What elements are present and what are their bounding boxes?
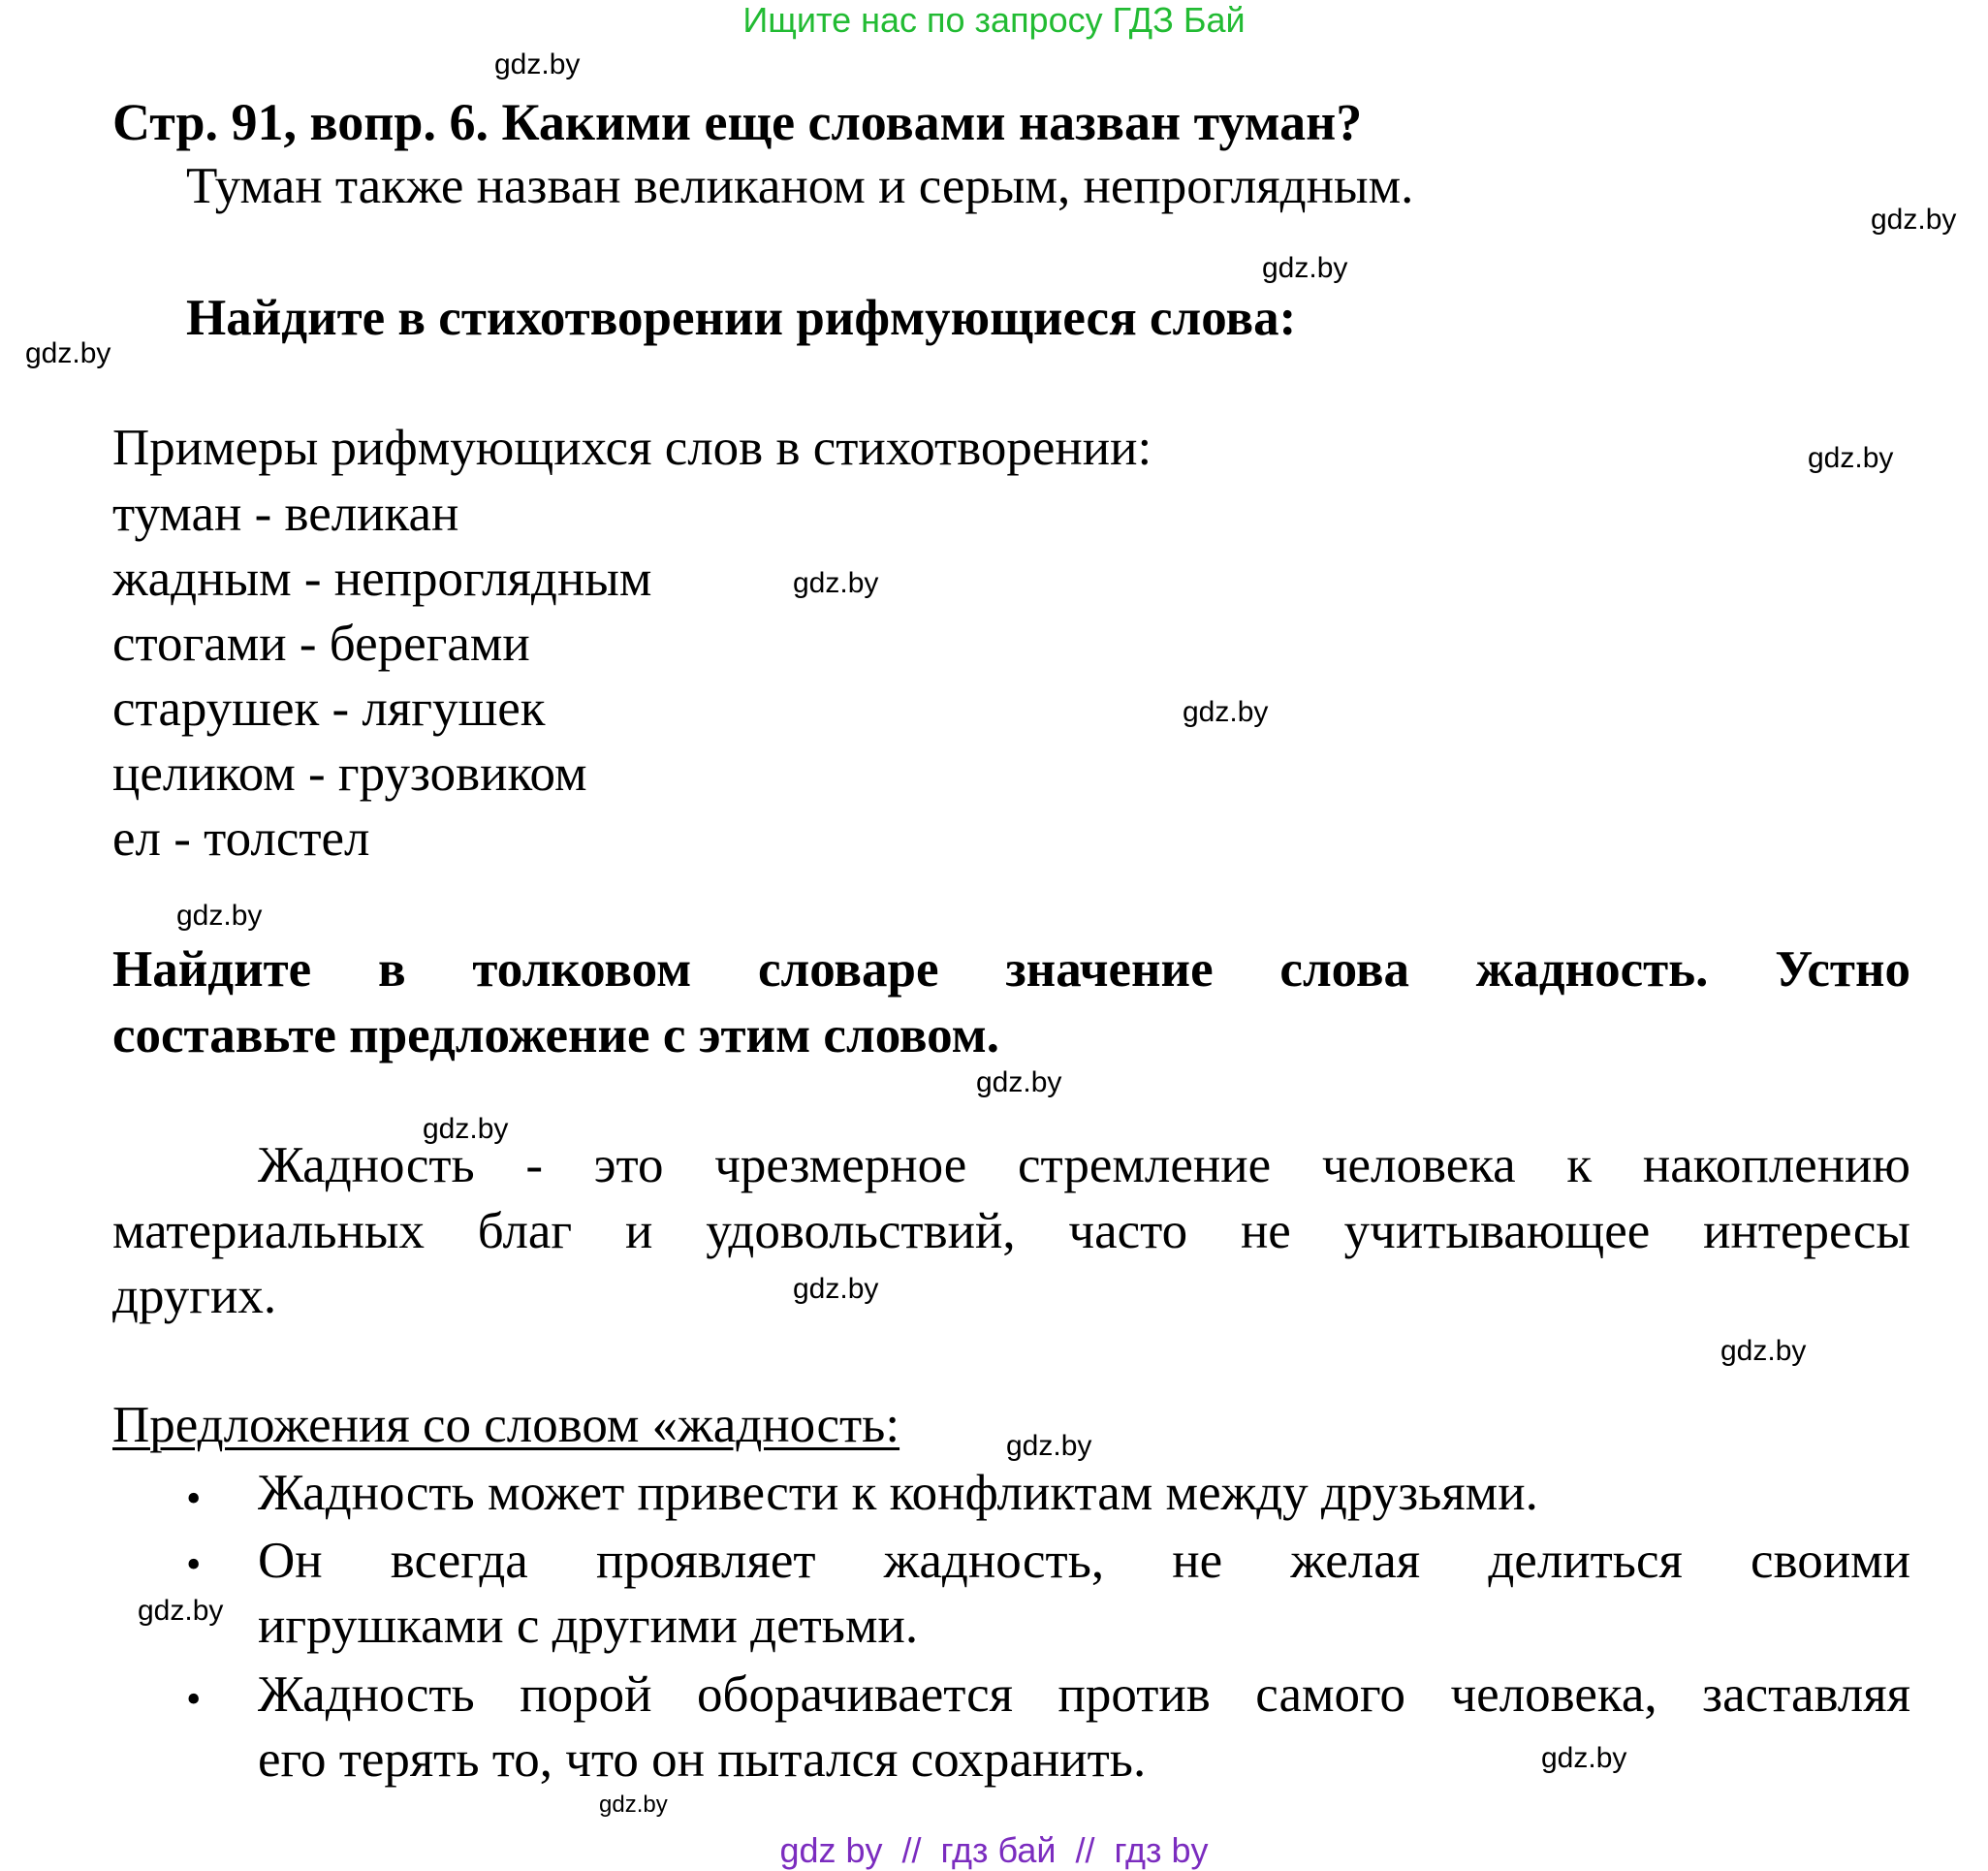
question-title: Стр. 91, вопр. 6. Какими еще словами назван туман? <box>112 93 1363 151</box>
definition-line3: других. <box>112 1268 277 1324</box>
watermark: gdz.by <box>423 1113 509 1145</box>
answer-text: Туман также назван великаном и серым, непроглядным. <box>186 158 1414 214</box>
rhyme-pair: ел - толстел <box>112 810 370 867</box>
watermark: gdz.by <box>25 337 111 369</box>
dictionary-heading-line1: Найдите в толковом словаре значение слова жадность. Устно <box>112 941 1910 998</box>
rhymes-intro: Примеры рифмующихся слов в стихотворении: <box>112 420 1152 476</box>
rhyme-pair: целиком - грузовиком <box>112 745 587 802</box>
watermark: gdz.by <box>1541 1742 1627 1774</box>
watermark: gdz.by <box>1006 1430 1092 1462</box>
bullet-dot: • <box>186 1540 202 1588</box>
sentences-heading: Предложения со словом «жадность: <box>112 1397 900 1453</box>
sentence-3-line2: его терять то, что он пытался сохранить. <box>258 1731 1147 1788</box>
rhyme-pair: жадным - непроглядным <box>112 551 652 607</box>
watermark: gdz.by <box>1183 696 1269 728</box>
definition-line1: Жадность - это чрезмерное стремление человека к накоплению <box>258 1137 1910 1193</box>
watermark: gdz.by <box>793 1273 879 1305</box>
footer-links: gdz by // гдз бай // гдз by <box>779 1830 1209 1870</box>
watermark: gdz.by <box>599 1792 668 1818</box>
rhyme-pair: туман - великан <box>112 486 459 542</box>
sentence-2-line2: игрушками с другими детьми. <box>258 1598 919 1654</box>
watermark: gdz.by <box>138 1595 224 1627</box>
sentence-1: Жадность может привести к конфликтам между друзьями. <box>258 1465 1538 1521</box>
definition-line2: материальных благ и удовольствий, часто не учитывающее интересы <box>112 1203 1910 1259</box>
watermark: gdz.by <box>1262 252 1348 284</box>
watermark: gdz.by <box>976 1066 1062 1098</box>
sentence-3-line1: Жадность порой оборачивается против самого человека, заставляя <box>258 1666 1910 1723</box>
bullet-dot: • <box>186 1675 202 1723</box>
watermark: gdz.by <box>494 48 581 80</box>
rhyme-pair: стогами - берегами <box>112 616 530 672</box>
rhymes-heading: Найдите в стихотворении рифмующиеся слова: <box>186 290 1297 346</box>
bullet-dot: • <box>186 1475 202 1522</box>
rhyme-pair: старушек - лягушек <box>112 681 546 737</box>
watermark: gdz.by <box>1720 1335 1807 1367</box>
watermark: gdz.by <box>793 567 879 599</box>
top-banner: Ищите нас по запросу ГДЗ Бай <box>742 0 1246 40</box>
watermark: gdz.by <box>1871 204 1957 236</box>
dictionary-heading-line2: составьте предложение с этим словом. <box>112 1007 999 1063</box>
watermark: gdz.by <box>176 900 263 932</box>
watermark: gdz.by <box>1808 442 1894 474</box>
sentence-2-line1: Он всегда проявляет жадность, не желая делиться своими <box>258 1533 1910 1589</box>
